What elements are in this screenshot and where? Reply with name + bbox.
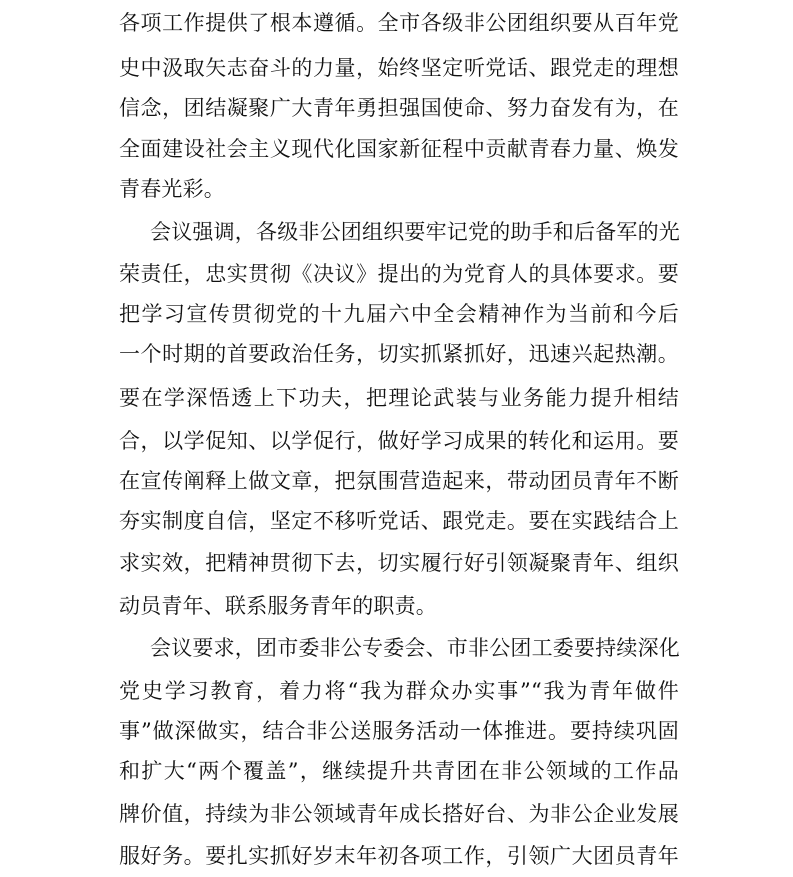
paragraph-line: 会议强调，各级非公团组织要牢记党的助手和后备军的光 [150, 220, 680, 244]
paragraph-line: 全面建设社会主义现代化国家新征程中贡献青春力量、焕发 [119, 137, 679, 161]
paragraph-line: 荣责任，忠实贯彻《决议》提出的为党育人的具体要求。要 [119, 262, 679, 286]
paragraph-line: 党史学习教育，着力将“我为群众办实事”“我为青年做件 [119, 679, 679, 703]
paragraph-line: 服好务。要扎实抓好岁末年初各项工作，引领广大团员青年 [119, 844, 679, 868]
paragraph-line: 青春光彩。 [119, 177, 225, 201]
paragraph-line: 求实效，把精神贯彻下去，切实履行好引领凝聚青年、组织 [119, 551, 679, 575]
paragraph-line: 史中汲取矢志奋斗的力量，始终坚定听党话、跟党走的理想 [119, 56, 679, 80]
paragraph-line: 夯实制度自信，坚定不移听党话、跟党走。要在实践结合上 [119, 509, 679, 533]
paragraph-line: 会议要求，团市委非公专委会、市非公团工委要持续深化 [150, 636, 680, 660]
paragraph-line: 和扩大“两个覆盖”，继续提升共青团在非公领域的工作品 [119, 759, 679, 783]
paragraph-line: 动员青年、联系服务青年的职责。 [119, 594, 437, 618]
paragraph-line: 一个时期的首要政治任务，切实抓紧抓好，迅速兴起热潮。 [119, 342, 679, 366]
paragraph-line: 牌价值，持续为非公领域青年成长搭好台、为非公企业发展 [119, 802, 679, 826]
paragraph-line: 把学习宣传贯彻党的十九届六中全会精神作为当前和今后 [119, 302, 679, 326]
paragraph-line: 在宣传阐释上做文章，把氛围营造起来，带动团员青年不断 [119, 469, 679, 493]
paragraph-line: 信念，团结凝聚广大青年勇担强国使命、努力奋发有为，在 [119, 96, 679, 120]
paragraph-line: 要在学深悟透上下功夫，把理论武装与业务能力提升相结 [119, 386, 679, 410]
paragraph-line: 各项工作提供了根本遵循。全市各级非公团组织要从百年党 [119, 11, 679, 35]
paragraph-line: 事”做深做实，结合非公送服务活动一体推进。要持续巩固 [119, 719, 679, 743]
paragraph-line: 合，以学促知、以学促行，做好学习成果的转化和运用。要 [119, 429, 679, 453]
